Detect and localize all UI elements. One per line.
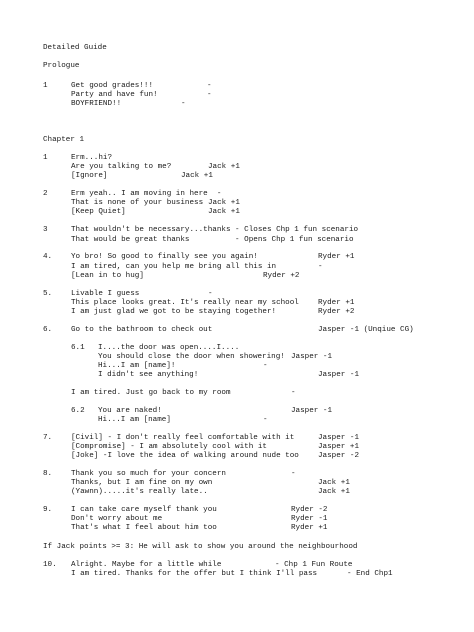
- section-number: 2: [43, 190, 48, 198]
- choice-line: Don't worry about me: [71, 515, 163, 523]
- points-label: Jasper -2: [318, 452, 360, 460]
- choice-line: That wouldn't be necessary...thanks - Closes Chp 1 fun scenario: [71, 226, 359, 234]
- points-label: Ryder -2: [291, 506, 328, 514]
- choice-line: Alright. Maybe for a little while: [71, 561, 222, 569]
- section-number: 1: [43, 82, 48, 90]
- route-label: - End Chp1: [347, 570, 393, 578]
- choice-line: You are naked!: [98, 407, 162, 415]
- points-label: Jack +1: [208, 199, 240, 207]
- choice-line: (Yawnn).....it's really late..: [71, 488, 208, 496]
- dash: -: [291, 389, 296, 397]
- choice-line: I didn't see anything!: [98, 371, 199, 379]
- choice-line: [Joke] -I love the idea of walking around nude too: [71, 452, 299, 460]
- dash: -: [263, 362, 268, 370]
- section-number: 9.: [43, 506, 53, 514]
- points-label: Ryder +2: [263, 272, 300, 280]
- points-label: Ryder +2: [318, 308, 355, 316]
- choice-line: Erm...hi?: [71, 154, 113, 162]
- points-label: Jasper -1: [318, 434, 360, 442]
- choice-line: [Lean in to hug]: [71, 272, 144, 280]
- points-label: Jasper -1: [291, 353, 333, 361]
- choice-line: [Civil] - I don't really feel comfortable with it: [71, 434, 295, 442]
- points-label: Ryder +1: [291, 524, 328, 532]
- choice-line: Go to the bathroom to check out: [71, 326, 213, 334]
- route-label: - Chp 1 Fun Route: [275, 561, 353, 569]
- dash: -: [207, 91, 212, 99]
- choice-line: I can take care myself thank you: [71, 506, 217, 514]
- points-label: Ryder -1: [291, 515, 328, 523]
- choice-line: Are you talking to me?: [71, 163, 172, 171]
- choice-line: [Ignore]: [71, 172, 108, 180]
- points-label: Jasper -1: [318, 371, 360, 379]
- choice-line: Thank you so much for your concern: [71, 470, 226, 478]
- prologue-line: Get good grades!!!: [71, 82, 154, 90]
- points-label: Jack +1: [318, 479, 350, 487]
- choice-line: I....the door was open....I....: [98, 344, 240, 352]
- choice-line: Hi...I am [name]!: [98, 362, 176, 370]
- choice-line: That's what I feel about him too: [71, 524, 217, 532]
- points-label: Jack +1: [318, 488, 350, 496]
- points-label: Jack +1: [208, 163, 240, 171]
- points-label: Ryder +1: [318, 299, 355, 307]
- choice-line: You should close the door when showering!: [98, 353, 285, 361]
- points-label: Jasper -1: [291, 407, 333, 415]
- choice-line: That is none of your business: [71, 199, 204, 207]
- points-label: Ryder +1: [318, 253, 355, 261]
- section-number: 1: [43, 154, 48, 162]
- points-label: Jack +1: [181, 172, 213, 180]
- choice-line: [Keep Quiet]: [71, 208, 126, 216]
- choice-line: Thanks, but I am fine on my own: [71, 479, 213, 487]
- points-label: Jasper +1: [318, 443, 360, 451]
- section-number: 6.: [43, 326, 53, 334]
- section-number: 5.: [43, 290, 53, 298]
- points-label: Jasper -1 (Unqiue CG): [318, 326, 414, 334]
- prologue-heading: Prologue: [43, 62, 80, 70]
- dash: -: [291, 470, 296, 478]
- section-number: 7.: [43, 434, 53, 442]
- condition-note: If Jack points >= 3: He will ask to show you around the neighbourhood: [43, 543, 358, 551]
- subsection-number: 6.1: [71, 344, 85, 352]
- document-title: Detailed Guide: [43, 44, 107, 52]
- chapter-heading: Chapter 1: [43, 136, 85, 144]
- choice-line: I am tired. Just go back to my room: [71, 389, 231, 397]
- choice-line: I am tired. Thanks for the offer but I think I'll pass: [71, 570, 318, 578]
- choice-line: Livable I guess: [71, 290, 140, 298]
- dash: -: [181, 100, 186, 108]
- prologue-line: BOYFRIEND!!: [71, 100, 122, 108]
- choice-line: I am just glad we got to be staying together!: [71, 308, 277, 316]
- dash: -: [318, 263, 323, 271]
- choice-line: Yo bro! So good to finally see you again!: [71, 253, 258, 261]
- section-number: 8.: [43, 470, 53, 478]
- choice-line: This place looks great. It's really near my school: [71, 299, 299, 307]
- dash: -: [207, 82, 212, 90]
- choice-line: Hi...I am [name]: [98, 416, 171, 424]
- points-label: Jack +1: [208, 208, 240, 216]
- dash: -: [263, 416, 268, 424]
- section-number: 4.: [43, 253, 53, 261]
- choice-line: [Compromise] - I am absolutely cool with it: [71, 443, 267, 451]
- choice-line: Erm yeah.. I am moving in here -: [71, 190, 222, 198]
- section-number: 10.: [43, 561, 57, 569]
- prologue-line: Party and have fun!: [71, 91, 158, 99]
- choice-line: I am tired, can you help me bring all this in: [71, 263, 277, 271]
- choice-line: That would be great thanks - Opens Chp 1 fun scenario: [71, 236, 354, 244]
- section-number: 3: [43, 226, 48, 234]
- subsection-number: 6.2: [71, 407, 85, 415]
- dash: -: [208, 290, 213, 298]
